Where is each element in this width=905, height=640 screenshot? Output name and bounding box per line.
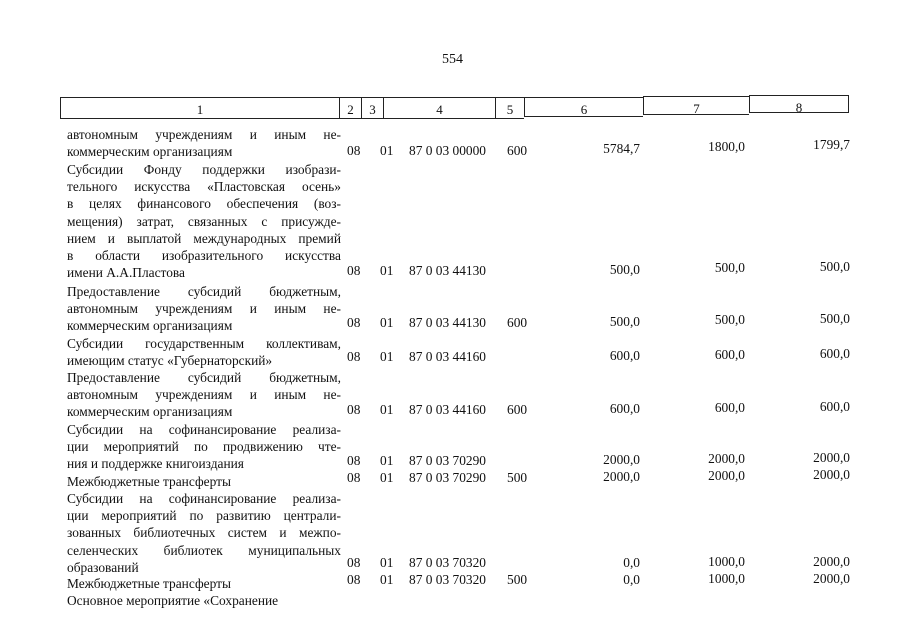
- header-col-3: 3: [361, 97, 383, 119]
- row-description-line: автономным учреждениям и иным не-: [67, 301, 341, 317]
- row-cell-c4: 87 0 03 70290: [409, 453, 486, 468]
- header-col-6: 6: [524, 97, 643, 117]
- row-cell-c2: 08: [347, 263, 361, 278]
- row-cell-c2: 08: [347, 470, 361, 485]
- row-description-line: коммерческим организациям: [67, 144, 233, 160]
- row-cell-c7: 600,0: [714, 347, 745, 362]
- row-description-line: зованных библиотечных систем и межпо-: [67, 525, 341, 541]
- table-header: [60, 97, 849, 121]
- row-cell-c6: 500,0: [609, 262, 640, 277]
- row-cell-c8: 500,0: [819, 311, 850, 326]
- row-description-line: ния и поддержке книгоиздания: [67, 456, 244, 472]
- row-cell-c5: 600: [507, 143, 528, 158]
- row-cell-c7: 1000,0: [708, 554, 745, 569]
- row-cell-c4: 87 0 03 70290: [409, 470, 486, 485]
- row-cell-c6: 0,0: [623, 572, 640, 587]
- row-cell-c3: 01: [380, 402, 394, 417]
- row-cell-c2: 08: [347, 315, 361, 330]
- row-cell-c3: 01: [380, 453, 394, 468]
- row-cell-c7: 1800,0: [708, 139, 745, 154]
- row-cell-c2: 08: [347, 453, 361, 468]
- row-description-line: Основное мероприятие «Сохранение: [67, 593, 279, 608]
- row-description-line: Межбюджетные трансферты: [67, 576, 231, 591]
- row-cell-c7: 500,0: [714, 312, 745, 327]
- row-cell-c8: 2000,0: [813, 467, 850, 482]
- row-description-line: автономным учреждениям и иным не-: [67, 127, 341, 142]
- row-description-line: нием и выплатой международных премий: [67, 230, 341, 246]
- row-cell-c6: 0,0: [623, 555, 640, 570]
- row-description-line: образований: [67, 559, 139, 575]
- row-cell-c6: 600,0: [609, 348, 640, 363]
- row-cell-c6: 2000,0: [603, 469, 640, 484]
- header-col-7: 7: [643, 96, 749, 115]
- row-cell-c4: 87 0 03 44160: [409, 402, 486, 417]
- row-cell-c7: 2000,0: [708, 468, 745, 483]
- row-cell-c3: 01: [380, 315, 394, 330]
- row-cell-c2: 08: [347, 572, 361, 587]
- row-cell-c2: 08: [347, 402, 361, 417]
- row-description-line: коммерческим организациям: [67, 404, 233, 420]
- header-col-5: 5: [495, 97, 524, 119]
- row-description-line: имени А.А.Пластова: [67, 265, 185, 281]
- row-cell-c7: 2000,0: [708, 451, 745, 466]
- row-description-line: коммерческим организациям: [67, 318, 233, 334]
- header-col-8: 8: [749, 95, 849, 113]
- row-cell-c4: 87 0 03 44130: [409, 315, 486, 330]
- row-description-line: Предоставление субсидий бюджетным,: [67, 284, 341, 299]
- row-description-line: Предоставление субсидий бюджетным,: [67, 370, 341, 385]
- row-cell-c4: 87 0 03 70320: [409, 555, 486, 570]
- header-col-2: 2: [339, 97, 361, 119]
- row-cell-c5: 500: [507, 470, 528, 485]
- row-cell-c2: 08: [347, 555, 361, 570]
- page-number: 554: [442, 52, 463, 67]
- row-description-line: мещения) затрат, связанных с присужде-: [67, 213, 341, 229]
- row-cell-c8: 600,0: [819, 399, 850, 414]
- row-description-line: в области изобразительного искусства: [67, 248, 341, 263]
- header-col-1: 1: [60, 97, 339, 119]
- row-description-line: в целях финансового обеспечения (воз-: [67, 196, 341, 212]
- row-cell-c3: 01: [380, 555, 394, 570]
- row-cell-c8: 1799,7: [813, 137, 850, 152]
- row-cell-c4: 87 0 03 00000: [409, 143, 486, 158]
- row-cell-c3: 01: [380, 470, 394, 485]
- row-cell-c7: 1000,0: [708, 571, 745, 586]
- row-cell-c8: 2000,0: [813, 554, 850, 569]
- row-description-line: Субсидии на софинансирование реализа-: [67, 491, 341, 506]
- row-cell-c7: 600,0: [714, 400, 745, 415]
- row-description-line: ции мероприятий по продвижению чте-: [67, 439, 341, 455]
- row-cell-c2: 08: [347, 349, 361, 364]
- row-cell-c6: 5784,7: [603, 141, 640, 156]
- row-cell-c3: 01: [380, 572, 394, 587]
- row-cell-c8: 2000,0: [813, 450, 850, 465]
- row-cell-c3: 01: [380, 263, 394, 278]
- header-col-4: 4: [383, 97, 495, 119]
- row-cell-c8: 500,0: [819, 259, 850, 274]
- row-description-line: Субсидии Фонду поддержки изобрази-: [67, 162, 341, 177]
- row-description-line: имеющим статус «Губернаторский»: [67, 353, 273, 369]
- row-cell-c8: 2000,0: [813, 571, 850, 586]
- row-cell-c2: 08: [347, 143, 361, 158]
- row-cell-c3: 01: [380, 349, 394, 364]
- row-cell-c6: 2000,0: [603, 452, 640, 467]
- row-description-line: ции мероприятий по развитию централи-: [67, 508, 341, 524]
- row-cell-c4: 87 0 03 44130: [409, 263, 486, 278]
- row-cell-c6: 500,0: [609, 314, 640, 329]
- row-cell-c5: 500: [507, 572, 528, 587]
- row-description-line: Субсидии государственным коллективам,: [67, 336, 341, 351]
- row-cell-c8: 600,0: [819, 346, 850, 361]
- row-cell-c7: 500,0: [714, 260, 745, 275]
- row-cell-c6: 600,0: [609, 401, 640, 416]
- row-cell-c4: 87 0 03 70320: [409, 572, 486, 587]
- row-description-line: автономным учреждениям и иным не-: [67, 387, 341, 403]
- row-cell-c4: 87 0 03 44160: [409, 349, 486, 364]
- row-cell-c3: 01: [380, 143, 394, 158]
- row-description-line: Субсидии на софинансирование реализа-: [67, 422, 341, 437]
- row-cell-c5: 600: [507, 315, 528, 330]
- row-description-line: селенческих библиотек муниципальных: [67, 542, 341, 558]
- row-description-line: тельного искусства «Пластовская осень»: [67, 179, 341, 195]
- row-cell-c5: 600: [507, 402, 528, 417]
- row-description-line: Межбюджетные трансферты: [67, 474, 231, 489]
